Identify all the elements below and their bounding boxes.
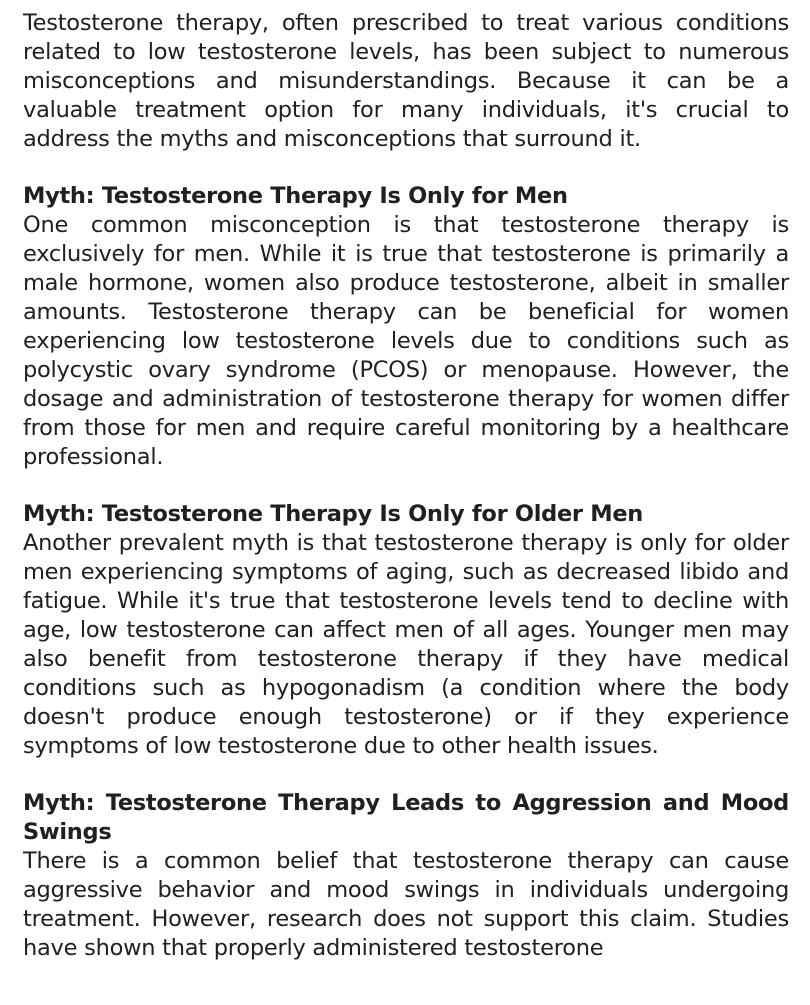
section-heading: Myth: Testosterone Therapy Is Only for Men xyxy=(23,183,568,210)
intro-paragraph: Testosterone therapy, often prescribed to treat various conditions related to low testosterone levels, has been subject to numerous misconceptions and misunderstandings. Because it can be a valuable treatment option for many individuals, it's crucial to address the myths and misconceptions that surround it. xyxy=(23,10,789,152)
section-myth-only-for-men xyxy=(23,182,789,471)
section-myth-only-for-older-men xyxy=(23,500,789,760)
section-heading: Myth: Testosterone Therapy Leads to Aggression and Mood Swings xyxy=(23,790,789,846)
section-body: Another prevalent myth is that testosterone therapy is only for older men experiencing symptoms of aging, such as decreased libido and fatigue. While it's true that testosterone levels tend to decline with age, low testosterone can affect men of all ages. Younger men may also benefit from testosterone therapy if they have medical conditions such as hypogonadism (a condition where the body doesn't produce enough testosterone) or if they experience symptoms of low testosterone due to other health issues. xyxy=(23,530,789,759)
section-heading: Myth: Testosterone Therapy Is Only for Older Men xyxy=(23,501,644,528)
section-body: There is a common belief that testosterone therapy can cause aggressive behavior and mood swings in individuals undergoing treatment. However, research does not support this claim. Studies have shown that properly administered testosterone xyxy=(23,848,789,961)
section-body: One common misconception is that testosterone therapy is exclusively for men. While it is true that testosterone is primarily a male hormone, women also produce testosterone, albeit in smaller amounts. Testosterone therapy can be beneficial for women experiencing low testosterone levels due to conditions such as polycystic ovary syndrome (PCOS) or menopause. However, the dosage and administration of testosterone therapy for women differ from those for men and require careful monitoring by a healthcare professional. xyxy=(23,212,789,470)
section-myth-aggression-mood-swings xyxy=(23,789,789,962)
